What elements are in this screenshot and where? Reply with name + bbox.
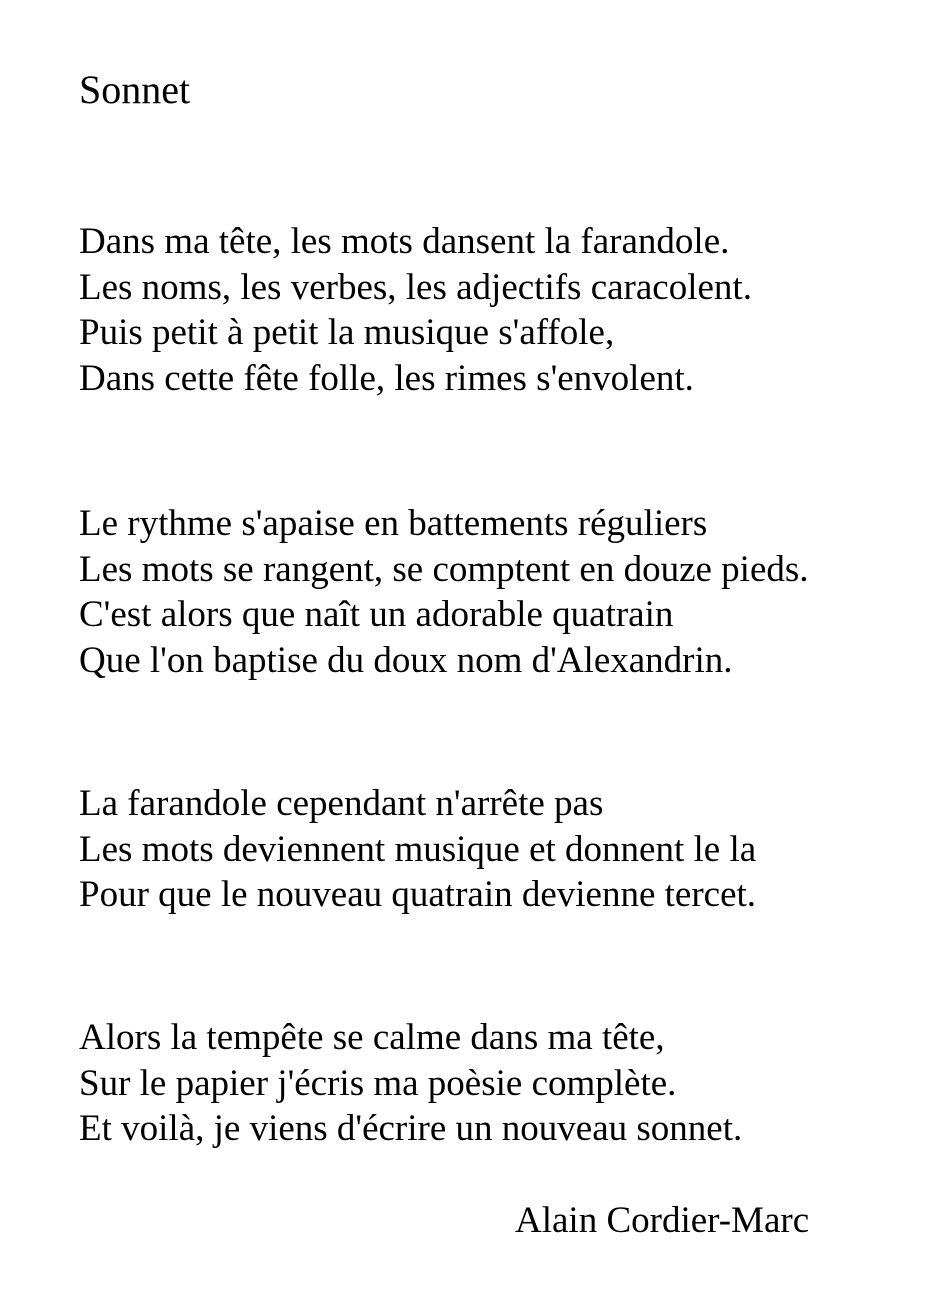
stanza	[79, 219, 752, 401]
poem-line: Dans cette fête folle, les rimes s'envolent.	[79, 357, 694, 399]
poem-line: Les noms, les verbes, les adjectifs caracolent.	[79, 266, 752, 308]
stanza	[79, 781, 756, 918]
poem-line: Dans ma tête, les mots dansent la farandole.	[79, 221, 730, 262]
poem-line: Sur le papier j'écris ma poèsie complète.	[79, 1062, 677, 1104]
poem-line: Les mots se rangent, se comptent en douze pieds.	[79, 548, 809, 590]
poem-line: Puis petit à petit la musique s'affole,	[79, 312, 615, 353]
poem-line: Alors la tempête se calme dans ma tête,	[79, 1017, 665, 1058]
poem-title: Sonnet	[79, 67, 191, 112]
poem-line: Et voilà, je viens d'écrire un nouveau sonnet.	[79, 1108, 743, 1149]
author-signature: Alain Cordier-Marc	[515, 1200, 810, 1241]
stanza	[79, 501, 809, 683]
poem-line: Le rythme s'apaise en battements réguliers	[79, 503, 708, 544]
poem-line: C'est alors que naît un adorable quatrain	[79, 594, 674, 635]
poem-line: La farandole cependant n'arrête pas	[79, 783, 604, 824]
stanza	[79, 1015, 742, 1152]
poem-line: Que l'on baptise du doux nom d'Alexandrin.	[79, 639, 733, 681]
poem-line: Pour que le nouveau quatrain devienne tercet.	[79, 874, 757, 915]
poem-line: Les mots deviennent musique et donnent le la	[79, 828, 757, 870]
